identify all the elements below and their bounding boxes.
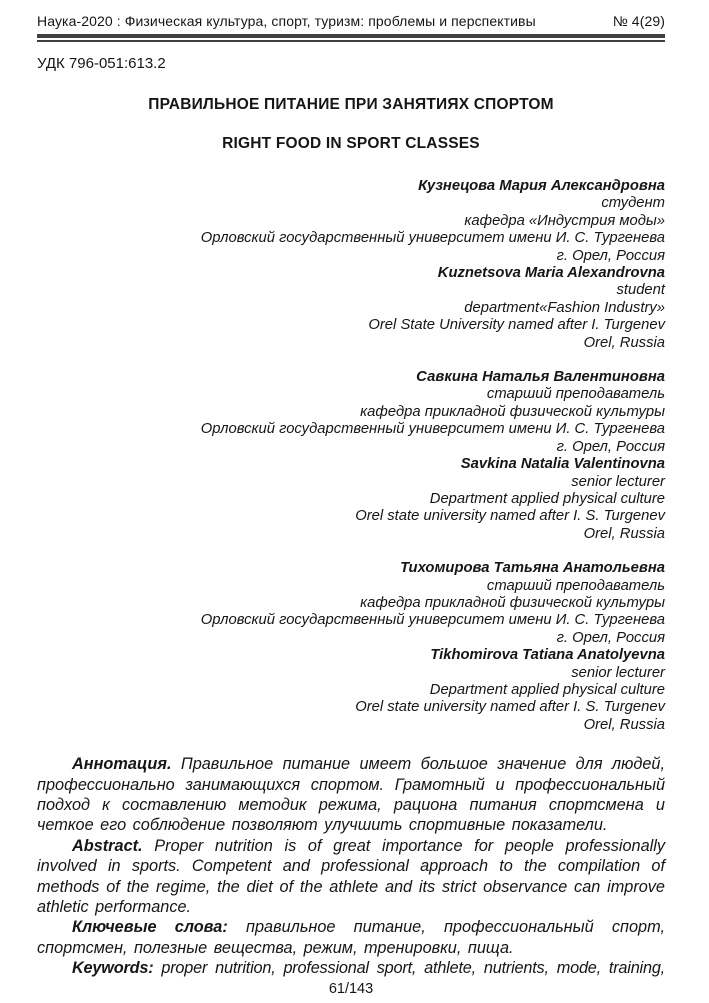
author-position-en: student bbox=[616, 282, 665, 299]
author-city-ru: г. Орел, Россия bbox=[556, 629, 665, 646]
author-city-en: Orel, Russia bbox=[583, 334, 665, 351]
author-city-en: Orel, Russia bbox=[583, 716, 665, 733]
keywords-en-paragraph bbox=[37, 958, 665, 978]
author-university-en: Orel state university named after I. S. Turgenev bbox=[355, 508, 665, 525]
author-city-en: Orel, Russia bbox=[583, 525, 665, 542]
article-title-en: RIGHT FOOD IN SPORT CLASSES bbox=[222, 135, 480, 152]
author-university-ru: Орловский государственный университет имени И. С. Тургенева bbox=[200, 612, 665, 629]
page-number: 61/143 bbox=[328, 980, 374, 997]
author-name-ru: Кузнецова Мария Александровна bbox=[418, 178, 665, 194]
issue-number: № 4(29) bbox=[612, 13, 665, 29]
author-position-ru: старший преподаватель bbox=[486, 577, 665, 594]
running-header bbox=[37, 13, 665, 29]
header-divider-rule bbox=[37, 34, 665, 42]
author-block-kuznetsova bbox=[37, 178, 665, 352]
udc-code: УДК 796-051:613.2 bbox=[37, 55, 166, 72]
author-name-ru: Савкина Наталья Валентиновна bbox=[416, 369, 665, 386]
author-university-ru: Орловский государственный университет имени И. С. Тургенева bbox=[200, 421, 665, 438]
keywords-ru-paragraph bbox=[37, 917, 665, 958]
author-position-en: senior lecturer bbox=[571, 473, 665, 490]
author-position-en: senior lecturer bbox=[571, 664, 665, 681]
annotation-paragraph bbox=[37, 754, 665, 836]
annotation-label: Аннотация. bbox=[72, 755, 172, 774]
author-department-ru: кафедра прикладной физической культуры bbox=[360, 594, 665, 611]
author-position-ru: старший преподаватель bbox=[486, 386, 665, 403]
author-block-savkina bbox=[37, 369, 665, 543]
abstract-paragraph bbox=[37, 836, 665, 918]
author-department-ru: кафедра прикладной физической культуры bbox=[360, 403, 665, 420]
author-department-en: department«Fashion Industry» bbox=[464, 299, 665, 316]
keywords-ru-label: Ключевые слова: bbox=[72, 918, 228, 937]
keywords-en-text: proper nutrition, professional sport, athlete, nutrients, mode, training, bbox=[161, 959, 665, 978]
journal-title: Наука-2020 : Физическая культура, спорт, туризм: проблемы и перспективы bbox=[37, 13, 536, 29]
author-department-en: Department applied physical culture bbox=[429, 681, 665, 698]
author-department-en: Department applied physical culture bbox=[429, 490, 665, 507]
author-name-en: Tikhomirova Tatiana Anatolyevna bbox=[430, 647, 665, 664]
abstract-text: Proper nutrition is of great importance for people professionally involved in sports. Competent and professional approach to the compilation of methods of the regime, the diet of the athlete and its strict observance can improve athletic performance. bbox=[37, 836, 666, 917]
article-title-ru: ПРАВИЛЬНОЕ ПИТАНИЕ ПРИ ЗАНЯТИЯХ СПОРТОМ bbox=[148, 96, 554, 113]
annotation-text: Правильное питание имеет большое значение для людей, профессионально занимающихся спортом. Грамотный и профессиональный подход к составлению методик режима, рациона питания спортсмена и четкое его соблюдение позволяют улучшить спортивные показатели. bbox=[37, 755, 665, 835]
keywords-en-label: Keywords: bbox=[72, 959, 154, 978]
author-city-ru: г. Орел, Россия bbox=[556, 438, 665, 455]
author-university-ru: Орловский государственный университет имени И. С. Тургенева bbox=[200, 230, 665, 247]
author-university-en: Orel State University named after I. Turgenev bbox=[368, 317, 665, 334]
article-front-matter bbox=[37, 754, 665, 978]
authors-section bbox=[37, 178, 665, 734]
author-name-en: Savkina Natalia Valentinovna bbox=[460, 456, 665, 473]
abstract-label: Abstract. bbox=[72, 836, 143, 855]
author-university-en: Orel state university named after I. S. Turgenev bbox=[355, 699, 665, 716]
author-name-ru: Тихомирова Татьяна Анатольевна bbox=[400, 560, 665, 577]
author-position-ru: студент bbox=[601, 195, 665, 212]
keywords-ru-text: правильное питание, профессиональный спорт, спортсмен, полезные вещества, режим, тренировки, пища. bbox=[37, 918, 665, 957]
author-department-ru: кафедра «Индустрия моды» bbox=[464, 212, 665, 229]
author-name-en: Kuznetsova Maria Alexandrovna bbox=[437, 265, 665, 282]
author-block-tikhomirova bbox=[37, 560, 665, 734]
author-city-ru: г. Орел, Россия bbox=[556, 247, 665, 264]
